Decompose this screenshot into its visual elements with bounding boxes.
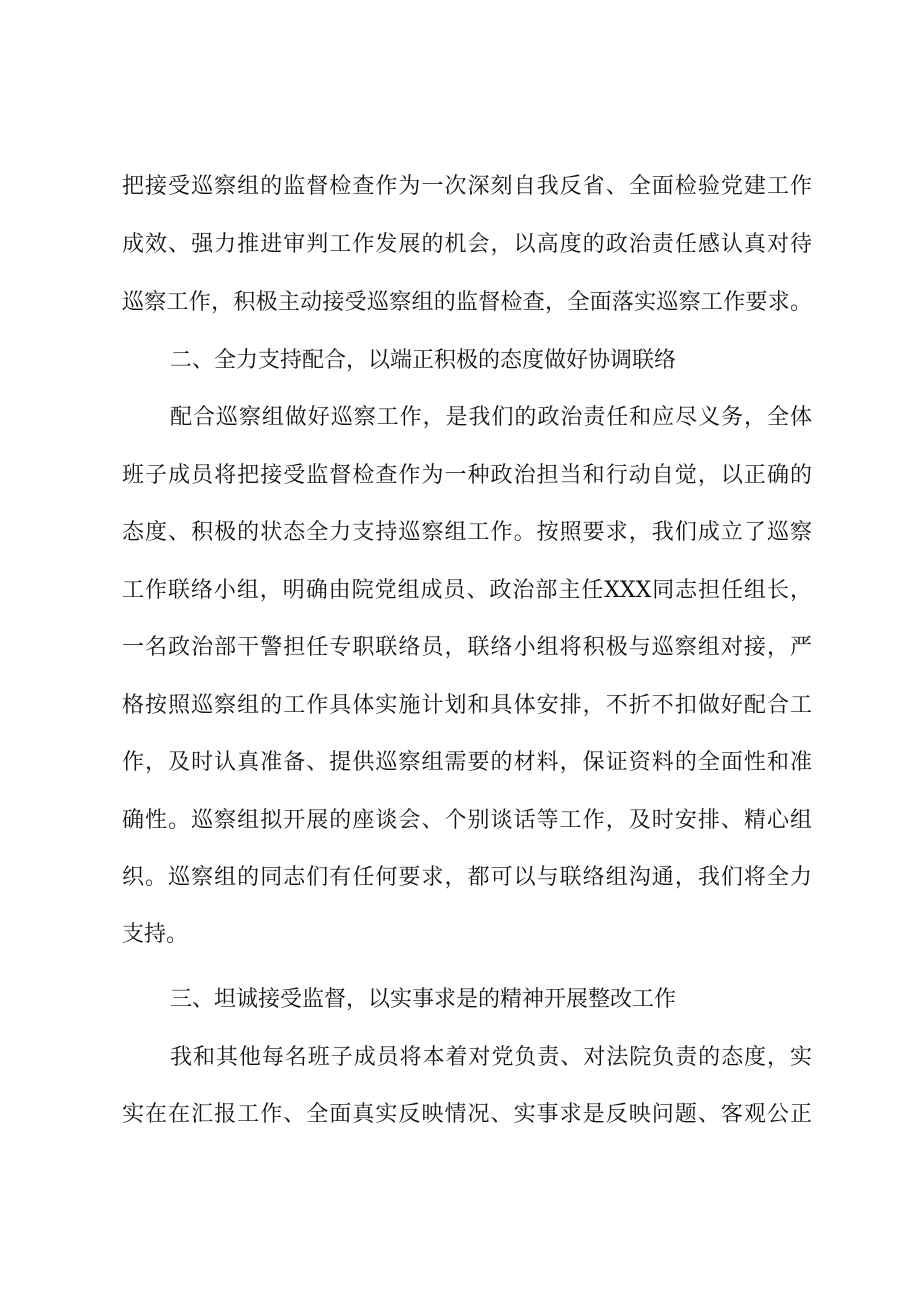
paragraph-2-line-4: 工作联络小组，明确由院党组成员、政治部主任XXX同志担任组长，: [122, 578, 812, 603]
paragraph-3-line-2: 实在在汇报工作、全面真实反映情况、实事求是反映问题、客观公正: [122, 1102, 812, 1127]
paragraph-2-line-1: 配合巡察组做好巡察工作，是我们的政治责任和应尽义务，全体: [170, 405, 812, 430]
paragraph-2-line-2: 班子成员将把接受监督检查作为一种政治担当和行动自觉，以正确的: [122, 463, 812, 488]
section-heading-3: 三、坦诚接受监督，以实事求是的精神开展整改工作: [170, 987, 677, 1012]
paragraph-3-line-1: 我和其他每名班子成员将本着对党负责、对法院负责的态度，实: [170, 1045, 812, 1070]
paragraph-1-line-2: 成效、强力推进审判工作发展的机会，以高度的政治责任感认真对待: [122, 232, 812, 257]
paragraph-2-line-8: 确性。巡察组拟开展的座谈会、个别谈话等工作，及时安排、精心组: [122, 808, 812, 833]
paragraph-2-line-3: 态度、积极的状态全力支持巡察组工作。按照要求，我们成立了巡察: [122, 520, 812, 545]
paragraph-1-line-1: 把接受巡察组的监督检查作为一次深刻自我反省、全面检验党建工作: [122, 174, 812, 199]
paragraph-2-line-10: 支持。: [122, 922, 189, 947]
paragraph-2-line-5: 一名政治部干警担任专职联络员，联络小组将积极与巡察组对接，严: [122, 635, 812, 660]
paragraph-2-line-9: 织。巡察组的同志们有任何要求，都可以与联络组沟通，我们将全力: [122, 865, 812, 890]
paragraph-2-line-6: 格按照巡察组的工作具体实施计划和具体安排，不折不扣做好配合工: [122, 693, 812, 718]
paragraph-1-line-3: 巡察工作，积极主动接受巡察组的监督检查，全面落实巡察工作要求。: [122, 290, 812, 315]
section-heading-2: 二、全力支持配合，以端正积极的态度做好协调联络: [170, 348, 677, 373]
paragraph-2-line-7: 作，及时认真准备、提供巡察组需要的材料，保证资料的全面性和准: [122, 750, 812, 775]
